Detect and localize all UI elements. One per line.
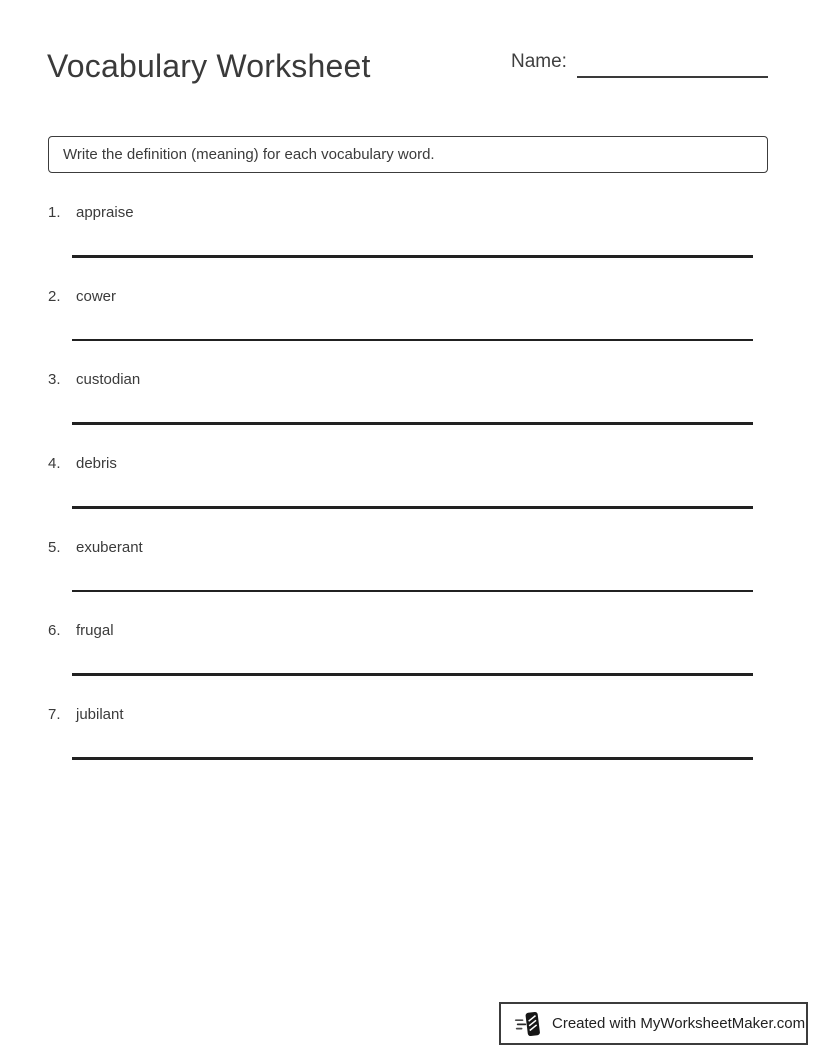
answer-blank-line xyxy=(72,673,753,676)
vocab-item xyxy=(48,367,768,451)
instructions-box xyxy=(48,136,768,173)
vocab-item xyxy=(48,535,768,619)
vocab-word: cower xyxy=(76,287,117,305)
answer-blank-line xyxy=(72,590,753,593)
vocab-item xyxy=(48,618,768,702)
item-number: 2. xyxy=(48,287,61,305)
vocab-word: debris xyxy=(76,455,117,473)
worksheet-maker-logo-icon xyxy=(514,1008,544,1040)
answer-blank-line xyxy=(72,339,753,342)
page-title: Vocabulary Worksheet xyxy=(47,48,371,84)
vocab-item xyxy=(48,284,768,368)
answer-blank-line xyxy=(72,757,753,760)
name-blank-line xyxy=(577,76,768,78)
vocab-word: appraise xyxy=(76,204,134,221)
instructions-text: Write the definition (meaning) for each vocabulary word. xyxy=(63,146,435,163)
vocab-item xyxy=(48,451,768,535)
vocab-word: exuberant xyxy=(76,538,143,556)
vocab-word: custodian xyxy=(76,371,141,389)
vocab-word: jubilant xyxy=(76,706,124,724)
answer-blank-line xyxy=(72,255,753,258)
item-number: 4. xyxy=(48,455,61,473)
answer-blank-line xyxy=(72,506,753,509)
item-number: 3. xyxy=(48,371,61,389)
item-number: 7. xyxy=(48,706,61,724)
item-number: 1. xyxy=(48,204,61,221)
item-number: 5. xyxy=(48,538,61,556)
name-area xyxy=(511,51,567,73)
item-number: 6. xyxy=(48,622,61,640)
answer-blank-line xyxy=(72,422,753,425)
credit-text: Created with MyWorksheetMaker.com xyxy=(552,1015,806,1032)
name-label: Name: xyxy=(511,51,567,72)
vocab-list xyxy=(48,200,768,786)
vocab-item xyxy=(48,702,768,786)
vocab-item xyxy=(48,200,768,284)
credit-box xyxy=(499,1002,808,1045)
vocab-word: frugal xyxy=(76,622,114,640)
